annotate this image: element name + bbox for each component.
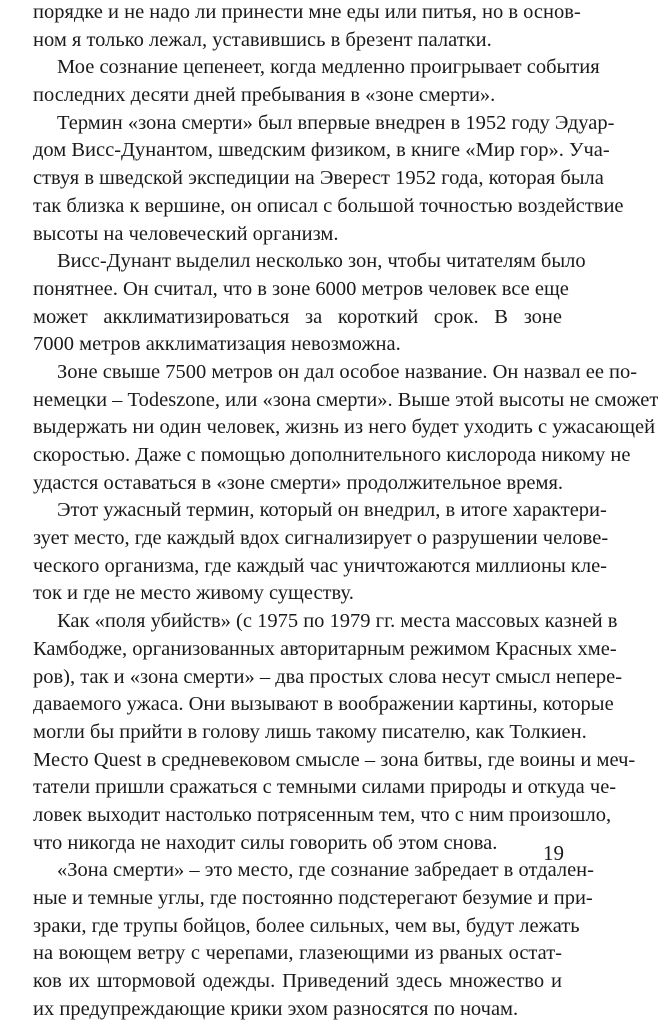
text-line: ров), так и «зона смерти» – два простых слова несут смысл непере-: [33, 665, 623, 688]
text-line: Висс-Дунант выделил несколько зон, чтобы читателям было: [57, 250, 586, 273]
text-line: 7000 метров акклиматизация невозможна.: [33, 333, 401, 356]
text-line: ческого организма, где каждый час уничтожаются миллионы кле-: [33, 554, 607, 577]
text-line: татели пришли сражаться с темными силами природы и откуда че-: [33, 776, 617, 799]
text-line: порядке и не надо ли принести мне еды или питья, но в основ-: [33, 1, 581, 23]
text-line: удастся оставаться в «зоне смерти» продолжительное время.: [33, 471, 564, 494]
text-line: Термин «зона смерти» был впервые внедрен в 1952 году Эдуар-: [57, 111, 615, 134]
text-line: могли бы прийти в голову лишь такому писателю, как Толкиен.: [33, 720, 587, 743]
text-line: скоростью. Даже с помощью дополнительного кислорода никому не: [33, 444, 631, 466]
text-line: зраки, где трупы бойцов, более сильных, чем вы, будут лежать: [33, 914, 580, 937]
text-line: ловек выходит настолько потрясенным тем, что с ним произошло,: [33, 803, 612, 826]
text-line: так близка к вершине, он описал с большой точностью воздействие: [33, 194, 624, 217]
text-line: их предупреждающие крики эхом разносятся по ночам.: [33, 997, 519, 1020]
text-line: Зоне свыше 7500 метров он дал особое название. Он назвал ее по-: [57, 360, 638, 383]
text-line: зует место, где каждый вдох сигнализирует о разрушении челове-: [33, 527, 609, 550]
text-line: высоты на человеческий организм.: [33, 222, 339, 245]
text-line: ток и где не место живому существу.: [33, 582, 354, 605]
text-line: понятнее. Он считал, что в зоне 6000 метров человек все еще: [33, 277, 569, 300]
text-line: на воющем ветру с черепами, глазеющими из рваных остат-: [33, 942, 562, 965]
text-line: может акклиматизироваться за короткий срок. В зоне: [33, 305, 562, 328]
text-line: Камбодже, организованных авторитарным режимом Красных хме-: [33, 637, 617, 660]
text-line: Мое сознание цепенеет, когда медленно проигрывает события: [57, 56, 600, 79]
text-line: немецки – Todeszone, или «зона смерти». Выше этой высоты не сможет: [33, 388, 658, 411]
text-line: что никогда не находит силы говорить об этом снова.: [33, 831, 498, 854]
text-line: дом Висс-Дунантом, шведским физиком, в книге «Мир гор». Уча-: [33, 139, 610, 162]
text-line: ствуя в шведской экспедиции на Эверест 1952 года, которая была: [33, 167, 604, 190]
text-line: даваемого ужаса. Они вызывают в воображении картины, которые: [33, 693, 614, 716]
page-text: [33, 0, 658, 1023]
text-line: ном я только лежал, уставившись в брезент палатки.: [33, 28, 492, 51]
text-line: ные и темные углы, где постоянно подстерегают безумие и при-: [33, 887, 593, 909]
text-line: Место Quest в средневековом смысле – зона битвы, где воины и меч-: [33, 748, 636, 771]
text-line: Как «поля убийств» (с 1975 по 1979 гг. места массовых казней в: [57, 610, 618, 633]
text-line: ков их штормовой одежды. Приведений здесь множество и: [33, 970, 562, 993]
text-line: «Зона смерти» – это место, где сознание забредает в отдален-: [57, 859, 594, 882]
text-line: последних десяти дней пребывания в «зоне смерти».: [33, 84, 496, 107]
text-line: выдержать ни один человек, жизнь из него будет уходить с ужасающей: [33, 416, 656, 439]
text-line: Этот ужасный термин, который он внедрил, в итоге характери-: [57, 499, 607, 522]
page-number: 19: [543, 841, 564, 865]
